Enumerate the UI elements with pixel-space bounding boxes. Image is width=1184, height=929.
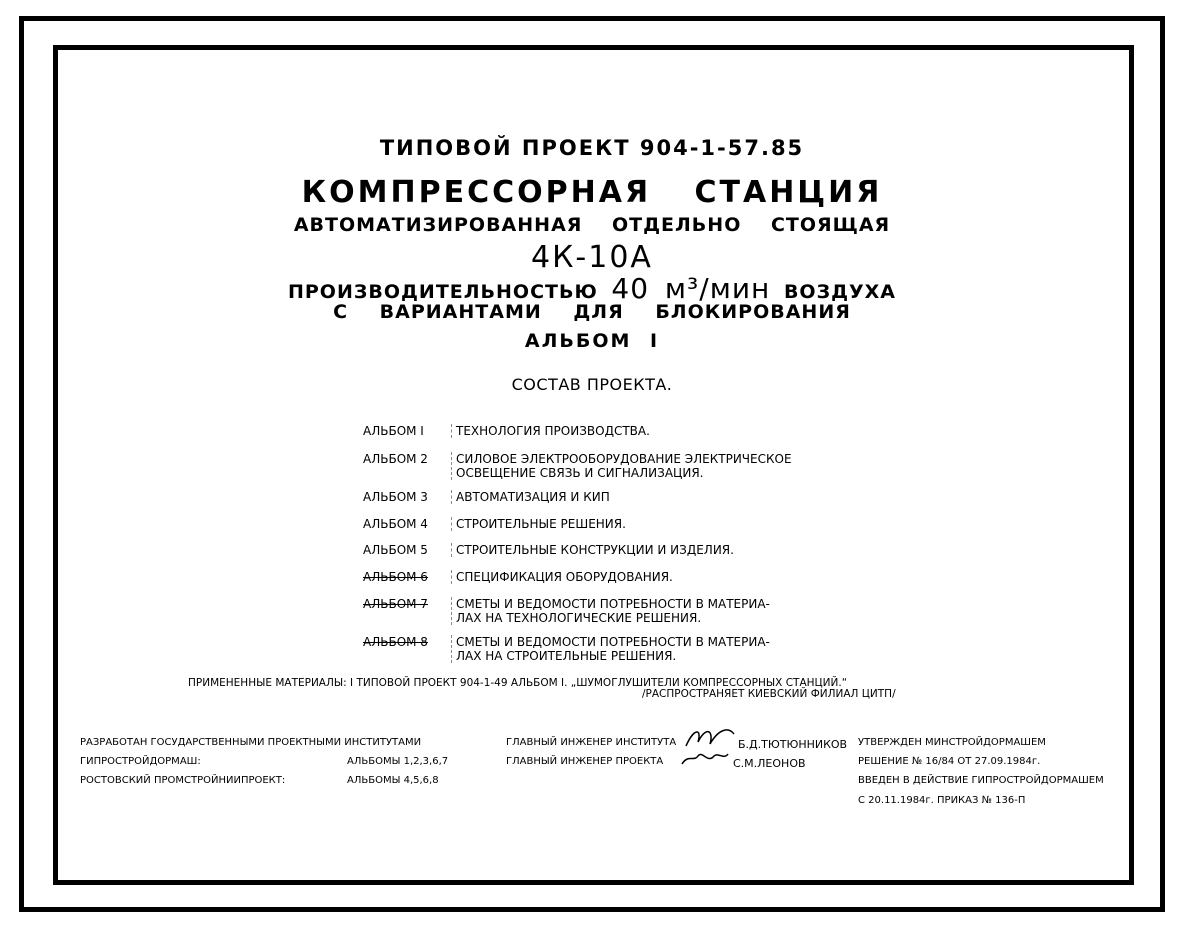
org2-albums: АЛЬБОМЫ 4,5,6,8: [347, 775, 439, 786]
capacity-value: 40 м³/мин: [611, 272, 771, 305]
decision-number: РЕШЕНИЕ № 16/84 ОТ 27.09.1984г.: [858, 756, 1041, 767]
applied-distributor: /РАСПРОСТРАНЯЕТ КИЕВСКИЙ ФИЛИАЛ ЦИТП/: [642, 688, 896, 700]
album-label: АЛЬБОМ 7: [363, 597, 428, 611]
album-label: АЛЬБОМ 4: [363, 517, 428, 531]
album-label: АЛЬБОМ 3: [363, 490, 428, 504]
album-text-block: [451, 452, 792, 480]
subtitle-automated: АВТОМАТИЗИРОВАННАЯ ОТДЕЛЬНО СТОЯЩАЯ: [293, 214, 891, 236]
chief-engineer-institute-role: ГЛАВНЫЙ ИНЖЕНЕР ИНСТИТУТА: [506, 737, 677, 748]
album-label: АЛЬБОМ 2: [363, 452, 428, 466]
model-code: 4К-10А: [531, 240, 653, 275]
developed-by: РАЗРАБОТАН ГОСУДАРСТВЕННЫМИ ПРОЕКТНЫМИ ИНСТИТУТАМИ: [80, 737, 422, 748]
approved-by: УТВЕРЖДЕН МИНСТРОЙДОРМАШЕМ: [858, 737, 1046, 748]
album-label: АЛЬБОМ 6: [363, 570, 428, 584]
album-label: АЛЬБОМ 5: [363, 543, 428, 557]
project-number: ТИПОВОЙ ПРОЕКТ 904-1-57.85: [379, 136, 805, 160]
album-text: АВТОМАТИЗАЦИЯ И КИП: [451, 490, 610, 504]
album-text: ТЕХНОЛОГИЯ ПРОИЗВОДСТВА.: [451, 424, 650, 438]
album-text-cont: ОСВЕЩЕНИЕ СВЯЗЬ И СИГНАЛИЗАЦИЯ.: [456, 466, 704, 480]
album-text: СИЛОВОЕ ЭЛЕКТРООБОРУДОВАНИЕ ЭЛЕКТРИЧЕСКОЕ: [456, 452, 792, 466]
org1-albums: АЛЬБОМЫ 1,2,3,6,7: [347, 756, 449, 767]
capacity-prefix: ПРОИЗВОДИТЕЛЬНОСТЬЮ: [287, 281, 598, 303]
album-number: АЛЬБОМ I: [524, 330, 660, 352]
album-text-cont: ЛАХ НА ТЕХНОЛОГИЧЕСКИЕ РЕШЕНИЯ.: [456, 611, 702, 625]
album-label: АЛЬБОМ I: [363, 424, 424, 438]
album-text: СПЕЦИФИКАЦИЯ ОБОРУДОВАНИЯ.: [451, 570, 673, 584]
org-rostov: РОСТОВСКИЙ ПРОМСТРОЙНИИПРОЕКТ:: [80, 775, 286, 786]
signature-icon: [680, 748, 730, 770]
section-title: СОСТАВ ПРОЕКТА.: [511, 375, 673, 394]
album-text-block: [451, 597, 770, 625]
introduced-by: ВВЕДЕН В ДЕЙСТВИЕ ГИПРОСТРОЙДОРМАШЕМ: [858, 775, 1104, 786]
org-giprostroydormash: ГИПРОСТРОЙДОРМАШ:: [80, 756, 201, 767]
main-title: КОМПРЕССОРНАЯ СТАНЦИЯ: [301, 175, 883, 210]
album-text: СМЕТЫ И ВЕДОМОСТИ ПОТРЕБНОСТИ В МАТЕРИА-: [456, 597, 770, 611]
album-label: АЛЬБОМ 8: [363, 635, 428, 649]
album-text: СТРОИТЕЛЬНЫЕ РЕШЕНИЯ.: [451, 517, 626, 531]
album-text: СМЕТЫ И ВЕДОМОСТИ ПОТРЕБНОСТИ В МАТЕРИА-: [456, 635, 770, 649]
chief-engineer-project-name: С.М.ЛЕОНОВ: [733, 757, 806, 770]
chief-engineer-project-role: ГЛАВНЫЙ ИНЖЕНЕР ПРОЕКТА: [506, 756, 664, 767]
chief-engineer-institute-name: Б.Д.ТЮТЮННИКОВ: [738, 738, 848, 751]
applied-materials: ПРИМЕНЕННЫЕ МАТЕРИАЛЫ: I ТИПОВОЙ ПРОЕКТ 904-1-49 АЛЬБОМ I. „ШУМОГЛУШИТЕЛИ КОМПРЕССОРНЫХ СТАНЦИЙ.“: [188, 677, 848, 689]
capacity-suffix: ВОЗДУХА: [783, 281, 897, 303]
album-text-cont: ЛАХ НА СТРОИТЕЛЬНЫЕ РЕШЕНИЯ.: [456, 649, 677, 663]
blocking-variants: С ВАРИАНТАМИ ДЛЯ БЛОКИРОВАНИЯ: [333, 301, 851, 323]
album-text: СТРОИТЕЛЬНЫЕ КОНСТРУКЦИИ И ИЗДЕЛИЯ.: [451, 543, 734, 557]
effective-date: С 20.11.1984г. ПРИКАЗ № 136-П: [858, 795, 1026, 806]
album-text-block: [451, 635, 770, 663]
